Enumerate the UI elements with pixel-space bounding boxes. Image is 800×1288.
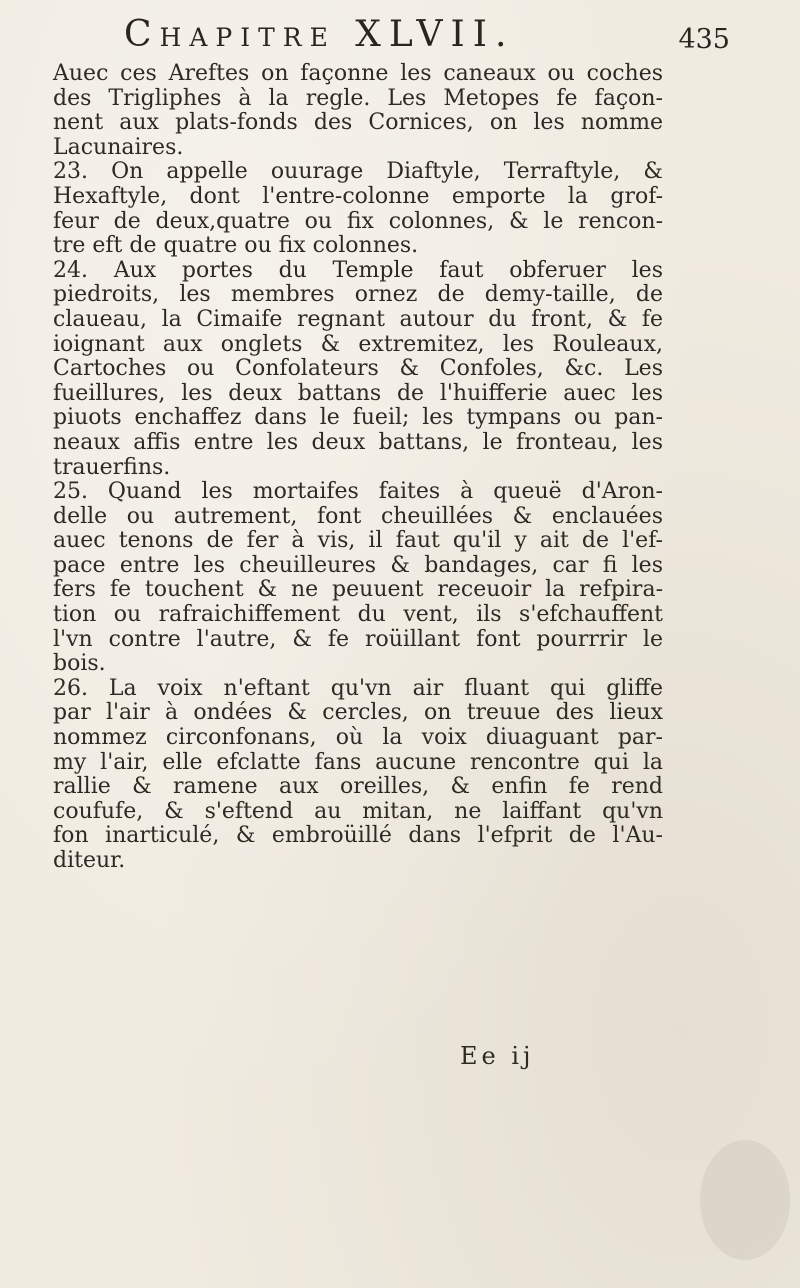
text-line: tre eft de quatre ou fix colonnes. — [53, 233, 419, 259]
text-line: feur de deux,quatre ou fix colonnes, & le rencon- — [53, 208, 663, 234]
text-line: fers fe touchent & ne peuuent receuoir la refpira- — [53, 577, 663, 603]
text-line: par l'air à ondées & cercles, on treuue des lieux — [53, 700, 663, 726]
text-line: 24. Aux portes du Temple faut obferuer les — [53, 257, 663, 283]
text-line: auec tenons de fer à vis, il faut qu'il y ait de l'ef- — [53, 528, 663, 554]
signature-mark: Ee ij — [460, 1042, 535, 1070]
text-line: piedroits, les membres ornez de demy-taille, de — [53, 282, 663, 308]
running-title: Chapitre XLVII. — [124, 14, 515, 55]
text-line: Auec ces Areftes on façonne les caneaux ou coches — [53, 61, 663, 86]
text-line: fueillures, les deux battans de l'huifferie auec les — [53, 380, 663, 406]
text-line: my l'air, elle efclatte fans aucune rencontre qui la — [53, 749, 663, 775]
body-text — [53, 62, 663, 874]
text-line: 25. Quand les mortaifes faites à queuë d'Aron- — [53, 479, 663, 505]
text-line: nent aux plats-fonds des Cornices, on les nomme — [53, 110, 663, 136]
text-line: pace entre les cheuilleures & bandages, car fi les — [53, 552, 663, 578]
text-line: des Trigliphes à la regle. Les Metopes fe façon- — [53, 85, 663, 111]
text-line: 23. On appelle ouurage Diaftyle, Terraftyle, & — [53, 159, 663, 185]
text-line: l'vn contre l'autre, & fe roüillant font pourrrir le — [53, 626, 663, 652]
page-number: 435 — [678, 24, 730, 55]
text-line: fon inarticulé, & embroüillé dans l'efprit de l'Au- — [53, 823, 663, 849]
text-line: coufufe, & s'eftend au mitan, ne laiffant qu'vn — [53, 798, 663, 824]
page-header — [110, 14, 730, 64]
text-line: Hexaftyle, dont l'entre-colonne emporte la grof- — [53, 183, 663, 209]
text-line: neaux affis entre les deux battans, le fronteau, les — [53, 429, 663, 455]
text-line: 26. La voix n'eftant qu'vn air fluant qui gliffe — [53, 675, 663, 701]
text-line: bois. — [53, 651, 106, 677]
text-line: piuots enchaffez dans le fueil; les tympans ou pan- — [53, 405, 663, 431]
text-line: ioignant aux onglets & extremitez, les Rouleaux, — [53, 331, 663, 357]
text-line: delle ou autrement, font cheuillées & enclauées — [53, 503, 663, 529]
text-line: claueau, la Cimaife regnant autour du front, & fe — [53, 306, 663, 332]
text-line: nommez circonfonans, où la voix diuaguant par- — [53, 725, 663, 751]
text-line: diteur. — [53, 848, 126, 873]
text-line: trauerfins. — [53, 454, 171, 480]
text-line: rallie & ramene aux oreilles, & enfin fe rend — [53, 774, 663, 800]
text-line: Cartoches ou Confolateurs & Confoles, &c. Les — [53, 356, 663, 382]
paper-stain — [700, 1140, 790, 1260]
text-line: Lacunaires. — [53, 134, 184, 160]
text-line: tion ou rafraichiffement du vent, ils s'efchauffent — [53, 602, 663, 628]
